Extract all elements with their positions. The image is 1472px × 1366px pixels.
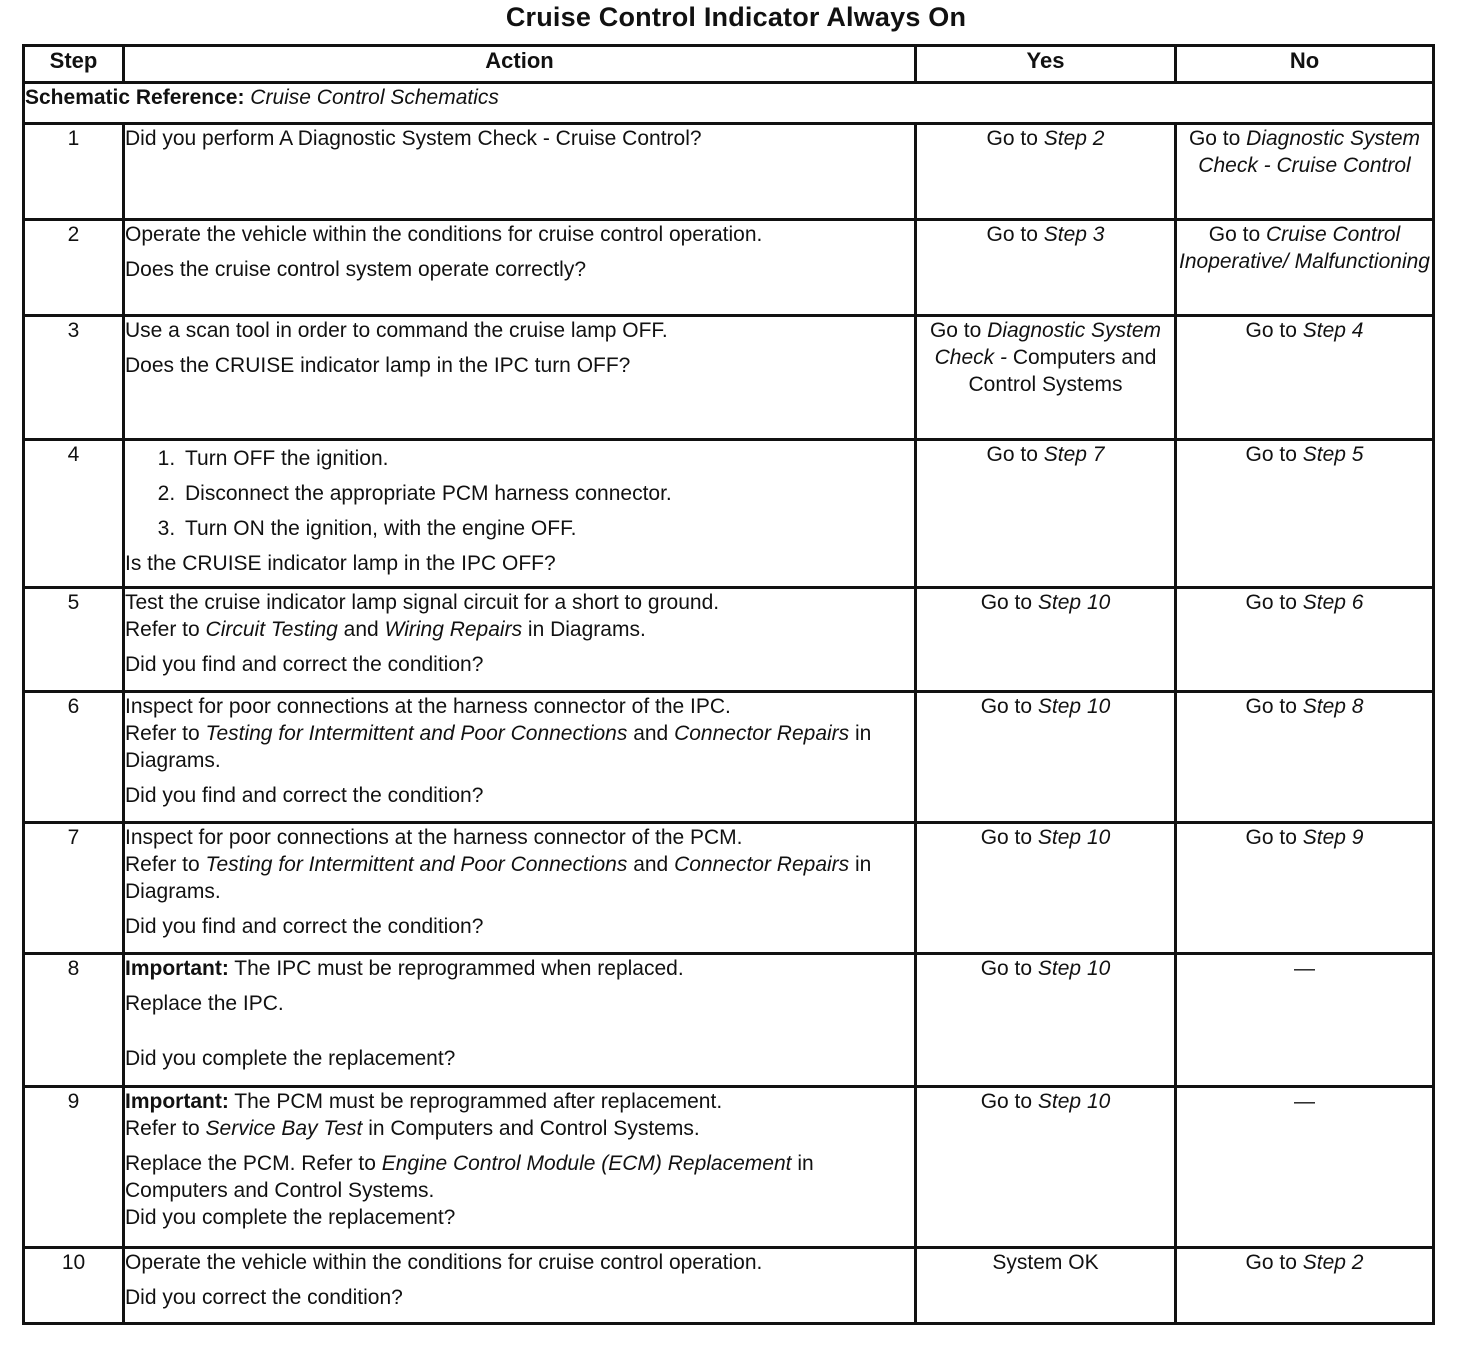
no-dash: — (1294, 1090, 1315, 1113)
step-number: 9 (24, 1087, 124, 1248)
no-cell (1176, 440, 1434, 588)
header-no: No (1176, 46, 1434, 83)
important-text: The PCM must be reprogrammed after replacement. (234, 1090, 723, 1113)
action-reference (125, 720, 914, 774)
yes-cell (916, 588, 1176, 692)
list-item: 3. Turn ON the ignition, with the engine OFF. (181, 515, 914, 542)
go-to-label: Go to (986, 223, 1038, 246)
step-number: 5 (24, 588, 124, 692)
action-cell (124, 1087, 916, 1248)
no-cell (1176, 220, 1434, 316)
system-ok-text: System OK (992, 1251, 1099, 1274)
reference-link[interactable]: Wiring Repairs (384, 618, 523, 641)
yes-link[interactable]: Step 10 (1037, 1090, 1111, 1113)
action-cell (124, 124, 916, 220)
no-cell (1176, 124, 1434, 220)
action-question: Is the CRUISE indicator lamp in the IPC OFF? (125, 552, 556, 575)
no-link[interactable]: Step 5 (1302, 443, 1364, 466)
yes-cell (916, 1248, 1176, 1324)
go-to-label: Go to (980, 591, 1033, 614)
yes-cell (916, 316, 1176, 440)
list-item: 1. Turn OFF the ignition. (181, 445, 914, 472)
yes-link[interactable]: Step 10 (1037, 957, 1111, 980)
important-label: Important: (125, 957, 229, 980)
table-row (24, 220, 1434, 316)
table-row (24, 440, 1434, 588)
no-cell (1176, 316, 1434, 440)
no-link[interactable]: Step 2 (1302, 1251, 1364, 1274)
table-row (24, 316, 1434, 440)
yes-cell (916, 220, 1176, 316)
no-link[interactable]: Step 9 (1302, 826, 1364, 849)
schematic-reference-row (24, 83, 1434, 124)
reference-tail: in Diagrams. (527, 618, 646, 641)
reference-link[interactable]: Connector Repairs (674, 722, 850, 745)
step-number: 4 (24, 440, 124, 588)
schematic-reference-link[interactable]: Cruise Control Schematics (250, 86, 499, 109)
action-question: Did you find and correct the condition? (125, 784, 484, 807)
action-text: Inspect for poor connections at the harness connector of the IPC. (125, 695, 731, 718)
and-label: and (633, 722, 669, 745)
go-to-label: Go to (1245, 1251, 1297, 1274)
reference-tail: in Computers and Control Systems. (368, 1117, 700, 1140)
no-link[interactable]: Step 6 (1302, 591, 1364, 614)
action-text: Test the cruise indicator lamp signal circuit for a short to ground. (125, 591, 720, 614)
go-to-label: Go to (1245, 695, 1297, 718)
step-number: 8 (24, 954, 124, 1087)
reference-tail: in Diagrams. (125, 853, 872, 903)
yes-link[interactable]: Step 2 (1043, 127, 1105, 150)
action-question: Does the cruise control system operate correctly? (125, 258, 587, 281)
no-cell (1176, 823, 1434, 954)
go-to-label: Go to (1245, 826, 1297, 849)
and-label: and (633, 853, 669, 876)
yes-link[interactable]: Diagnostic System Check - (934, 319, 1162, 369)
diagnostic-table (22, 44, 1435, 1325)
action-cell (124, 1248, 916, 1324)
action-question: Did you correct the condition? (125, 1286, 403, 1309)
refer-label: Refer to (125, 722, 200, 745)
schematic-reference-label: Schematic Reference: (25, 86, 245, 109)
replace-text: Replace the PCM. Refer to (125, 1152, 376, 1175)
no-link[interactable]: Cruise Control Inoperative/ Malfunctioning (1179, 223, 1430, 273)
action-cell (124, 316, 916, 440)
reference-link[interactable]: Testing for Intermittent and Poor Connections (205, 853, 628, 876)
no-link[interactable]: Step 4 (1302, 319, 1364, 342)
no-cell (1176, 692, 1434, 823)
no-link[interactable]: Step 8 (1302, 695, 1364, 718)
important-note (125, 955, 914, 982)
yes-link[interactable]: Step 10 (1037, 591, 1111, 614)
yes-link[interactable]: Step 10 (1037, 826, 1111, 849)
action-text: Operate the vehicle within the conditions for cruise control operation. (125, 223, 763, 246)
yes-link[interactable]: Step 7 (1043, 443, 1105, 466)
step-number: 7 (24, 823, 124, 954)
action-question: Did you find and correct the condition? (125, 915, 484, 938)
header-step: Step (24, 46, 124, 83)
go-to-label: Go to (980, 957, 1033, 980)
yes-cell (916, 823, 1176, 954)
go-to-label: Go to (980, 826, 1033, 849)
table-row (24, 1087, 1434, 1248)
refer-label: Refer to (125, 853, 200, 876)
action-cell (124, 823, 916, 954)
no-cell (1176, 588, 1434, 692)
go-to-label: Go to (1208, 223, 1261, 246)
important-text: The IPC must be reprogrammed when replaced. (234, 957, 684, 980)
and-label: and (343, 618, 379, 641)
action-cell (124, 588, 916, 692)
reference-link[interactable]: Connector Repairs (674, 853, 850, 876)
action-text: Operate the vehicle within the conditions for cruise control operation. (125, 1251, 763, 1274)
no-dash: — (1294, 957, 1315, 980)
yes-link[interactable]: Step 10 (1037, 695, 1111, 718)
go-to-label: Go to (1245, 443, 1297, 466)
reference-tail: in Diagrams. (125, 722, 872, 772)
refer-label: Refer to (125, 618, 200, 641)
yes-link-section[interactable]: Computers and Control Systems (968, 346, 1157, 396)
action-text: Use a scan tool in order to command the cruise lamp OFF. (125, 319, 668, 342)
action-question: Did you find and correct the condition? (125, 653, 484, 676)
action-text: Did you perform A Diagnostic System Check - Cruise Control? (125, 127, 702, 150)
refer-label: Refer to (125, 1117, 200, 1140)
action-reference (125, 616, 914, 643)
yes-cell (916, 124, 1176, 220)
action-text: Inspect for poor connections at the harness connector of the PCM. (125, 826, 743, 849)
step-number: 2 (24, 220, 124, 316)
step-number: 6 (24, 692, 124, 823)
step-number: 1 (24, 124, 124, 220)
reference-tail: in Computers and Control Systems. (125, 1152, 814, 1202)
action-question: Did you complete the replacement? (125, 1206, 456, 1229)
header-yes: Yes (916, 46, 1176, 83)
action-cell (124, 440, 916, 588)
yes-cell (916, 440, 1176, 588)
reference-link[interactable]: Circuit Testing (205, 618, 338, 641)
go-to-label: Go to (1188, 127, 1241, 150)
header-action: Action (124, 46, 916, 83)
table-row (24, 823, 1434, 954)
action-cell (124, 954, 916, 1087)
yes-cell (916, 1087, 1176, 1248)
header-row (24, 46, 1434, 83)
action-reference (125, 1115, 914, 1142)
no-cell (1176, 954, 1434, 1087)
step-number: 3 (24, 316, 124, 440)
go-to-label: Go to (986, 443, 1038, 466)
reference-link[interactable]: Engine Control Module (ECM) Replacement (381, 1152, 792, 1175)
reference-link[interactable]: Testing for Intermittent and Poor Connections (205, 722, 628, 745)
action-reference (125, 851, 914, 905)
go-to-label: Go to (1245, 591, 1297, 614)
table-row (24, 692, 1434, 823)
step-number: 10 (24, 1248, 124, 1324)
yes-cell (916, 954, 1176, 1087)
action-question: Does the CRUISE indicator lamp in the IPC turn OFF? (125, 354, 631, 377)
table-row (24, 124, 1434, 220)
yes-link[interactable]: Step 3 (1043, 223, 1105, 246)
go-to-label: Go to (980, 1090, 1033, 1113)
action-text (125, 1150, 914, 1204)
action-cell (124, 692, 916, 823)
action-cell (124, 220, 916, 316)
go-to-label: Go to (980, 695, 1033, 718)
yes-cell (916, 692, 1176, 823)
no-link[interactable]: Diagnostic System Check - Cruise Control (1198, 127, 1421, 177)
table-row (24, 954, 1434, 1087)
go-to-label: Go to (929, 319, 982, 342)
page-title: Cruise Control Indicator Always On (505, 2, 967, 32)
table-row (24, 588, 1434, 692)
reference-link[interactable]: Service Bay Test (205, 1117, 363, 1140)
action-text: Replace the IPC. (125, 992, 284, 1015)
important-note (125, 1088, 914, 1115)
action-question: Did you complete the replacement? (125, 1047, 456, 1070)
no-cell (1176, 1087, 1434, 1248)
go-to-label: Go to (986, 127, 1038, 150)
important-label: Important: (125, 1090, 229, 1113)
no-cell (1176, 1248, 1434, 1324)
go-to-label: Go to (1245, 319, 1297, 342)
table-row (24, 1248, 1434, 1324)
list-item: 2. Disconnect the appropriate PCM harness connector. (181, 480, 914, 507)
procedure-list (125, 445, 914, 542)
